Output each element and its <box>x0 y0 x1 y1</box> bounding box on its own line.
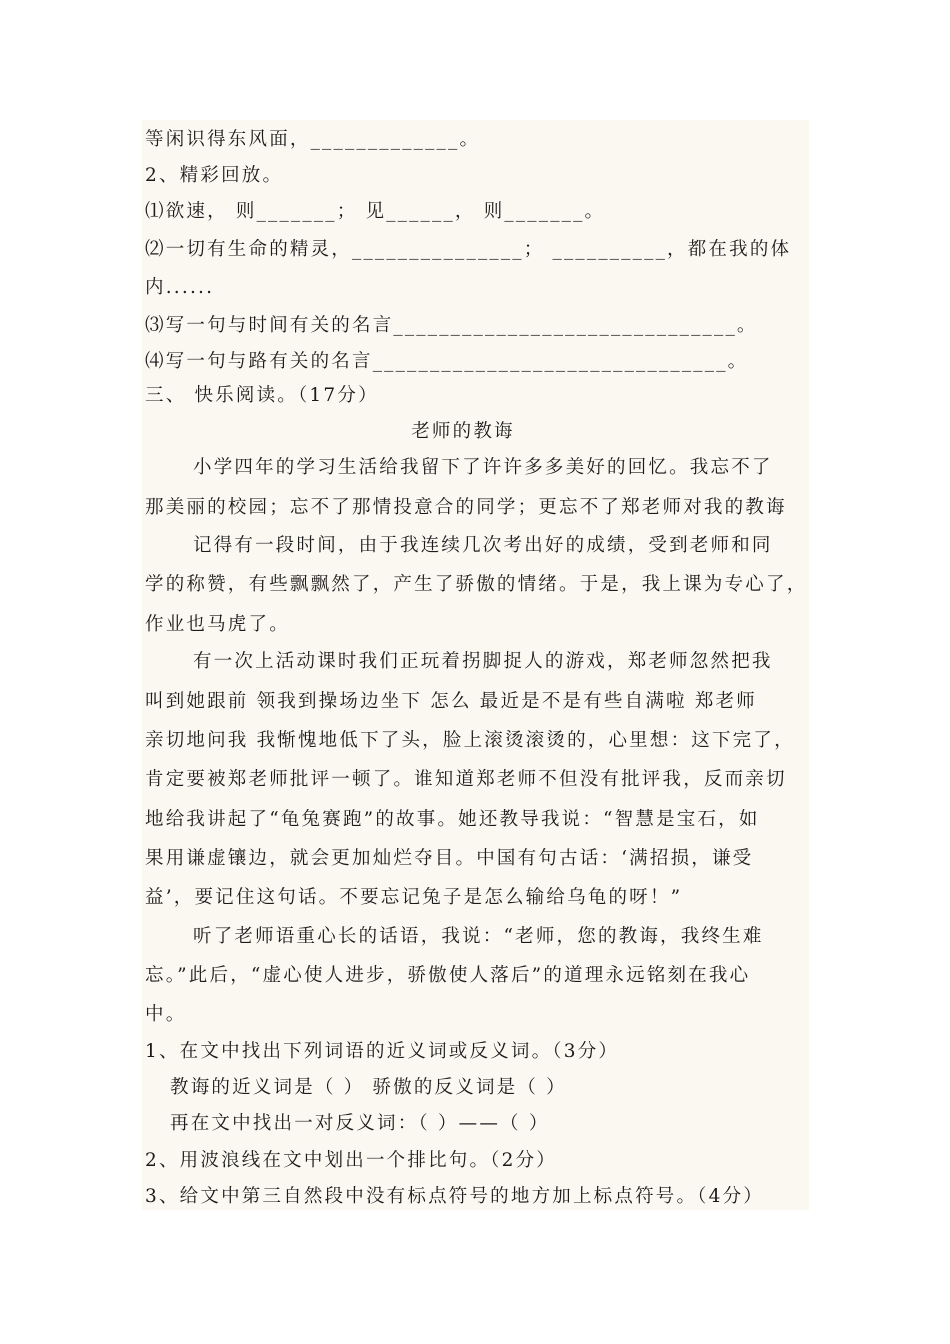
section-heading-reading: 三、 快乐阅读。（17分） <box>145 385 379 406</box>
reading-question-1-synonym-antonym: 教诲的近义词是（ ） 骄傲的反义词是（ ） <box>170 1077 567 1098</box>
passage-line: 有一次上活动课时我们正玩着拐脚捉人的游戏，郑老师忽然把我 <box>193 651 773 672</box>
question-1: ⑴欲速， 则_______； 见______， 则_______。 <box>145 201 606 222</box>
reading-question-1-antonym-pair: 再在文中找出一对反义词：（ ）——（ ） <box>170 1113 550 1134</box>
passage-line: 果用谦虚镶边，就会更加灿烂夺目。中国有句古话：‘满招损，谦受 <box>145 848 754 869</box>
reading-question-1: 1、在文中找出下列词语的近义词或反义词。（3分） <box>145 1041 620 1062</box>
passage-line: 作业也马虎了。 <box>145 614 290 635</box>
passage-line: 那美丽的校园；忘不了那情投意合的同学；更忘不了郑老师对我的教诲 <box>145 497 787 518</box>
passage-line: 学的称赞，有些飘飘然了，产生了骄傲的情绪。于是，我上课为专心了， <box>145 574 808 595</box>
passage-line: 叫到她跟前 领我到操场边坐下 怎么 最近是不是有些自满啦 郑老师 <box>145 691 757 712</box>
question-2: ⑵一切有生命的精灵，_______________； __________，都在我的体 <box>145 239 792 260</box>
question-3: ⑶写一句与时间有关的名言______________________________。 <box>145 315 758 336</box>
passage-title: 老师的教诲 <box>411 421 515 442</box>
reading-question-3: 3、给文中第三自然段中没有标点符号的地方加上标点符号。（4分） <box>145 1186 764 1207</box>
passage-line: 忘。”此后，“虚心使人进步，骄傲使人落后”的道理永远铭刻在我心 <box>145 965 751 986</box>
poem-fill-blank: 等闲识得东风面，_____________。 <box>145 129 481 150</box>
question-4: ⑷写一句与路有关的名言_______________________________。 <box>145 351 749 372</box>
passage-line: 中。 <box>145 1004 187 1025</box>
passage-line: 小学四年的学习生活给我留下了许许多多美好的回忆。我忘不了 <box>193 457 773 478</box>
passage-line: 听了老师语重心长的话语，我说：“老师，您的教诲，我终生难 <box>193 926 764 947</box>
passage-line: 地给我讲起了“龟兔赛跑”的故事。她还教导我说：“智慧是宝石，如 <box>145 809 760 830</box>
passage-line: 亲切地问我 我惭愧地低下了头，脸上滚烫滚烫的，心里想：这下完了， <box>145 730 795 751</box>
passage-line: 记得有一段时间，由于我连续几次考出好的成绩，受到老师和同 <box>193 535 773 556</box>
passage-line: 益’，要记住这句话。不要忘记兔子是怎么输给乌龟的呀！” <box>145 887 683 908</box>
question-2-continued: 内...... <box>145 277 215 298</box>
passage-line: 肯定要被郑老师批评一顿了。谁知道郑老师不但没有批评我，反而亲切 <box>145 769 787 790</box>
section-heading-review: 2、精彩回放。 <box>145 165 284 186</box>
reading-question-2: 2、用波浪线在文中划出一个排比句。（2分） <box>145 1150 557 1171</box>
